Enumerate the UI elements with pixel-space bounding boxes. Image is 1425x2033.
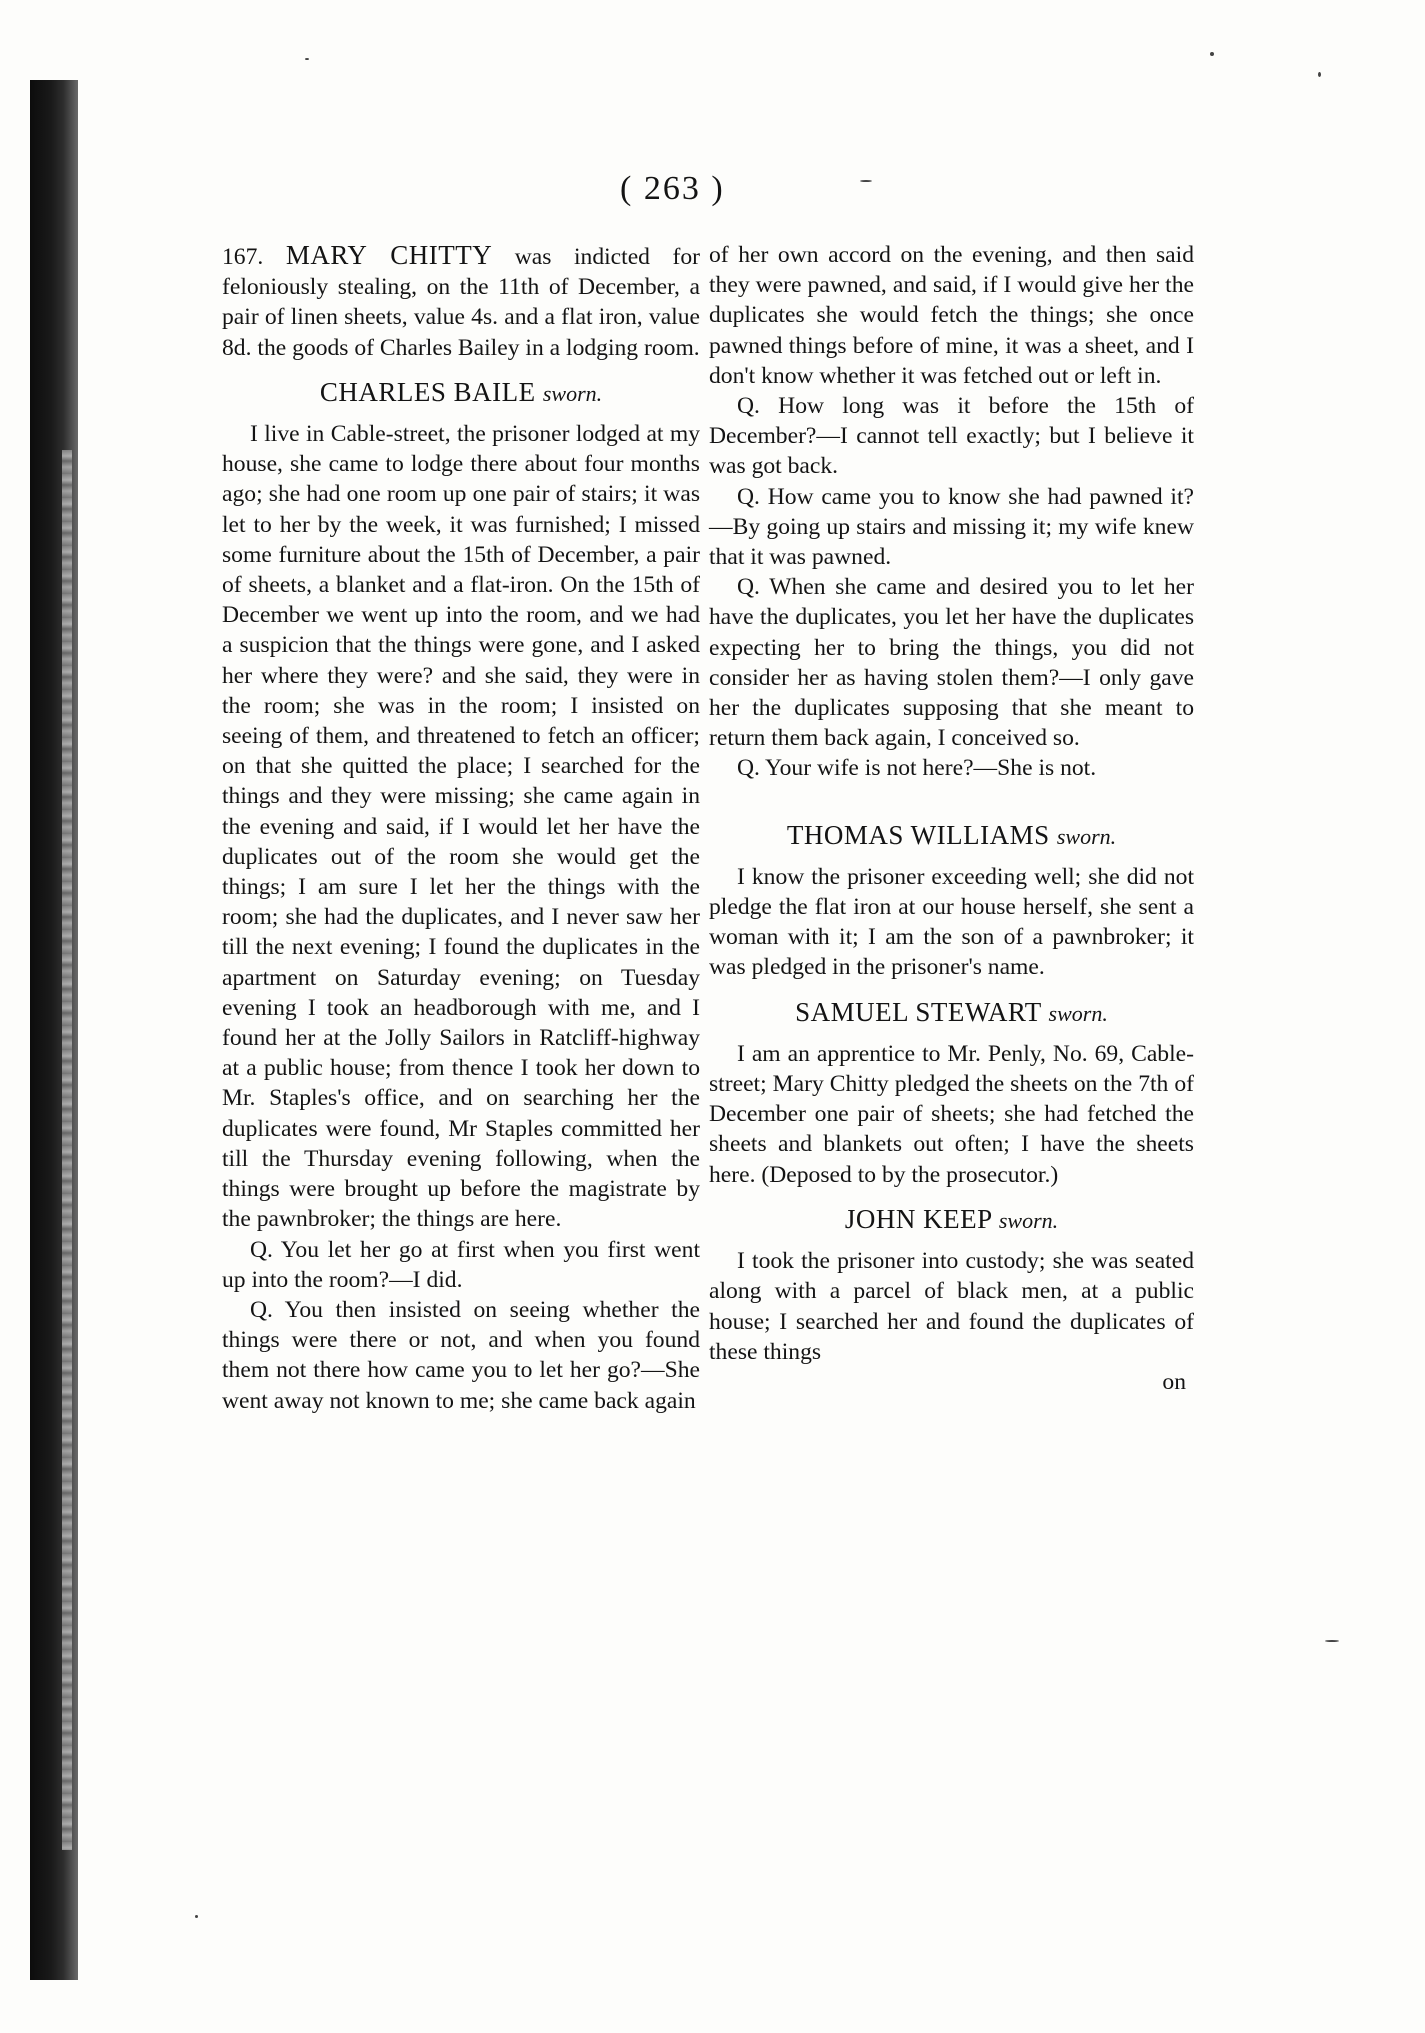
question-paragraph: Q. How came you to know she had pawned it?—By going up stairs and missing it; my wife knew that it was pawned. xyxy=(709,483,1194,571)
scan-speck xyxy=(1318,72,1321,77)
spine-edge-texture xyxy=(62,450,72,1850)
continuation-paragraph: of her own accord on the evening, and then said they were pawned, and said, if I would give her the duplicates she would fetch the things; she once pawned things before of mine, it was a sheet, and I don't know whether it was fetched out or left in. xyxy=(709,242,1194,389)
indictment-paragraph xyxy=(222,240,700,363)
question-paragraph: Q. How long was it before the 15th of December?—I cannot tell exactly; but I believe it was got back. xyxy=(709,393,1194,480)
witness-name: THOMAS WILLIAMS xyxy=(786,819,1050,850)
sworn-label: sworn. xyxy=(998,1207,1059,1233)
testimony-paragraph: I know the prisoner exceeding well; she did not pledge the flat iron at our house herself, she sent a woman with it; I am the son of a pawnbroker; it was pledged in the prisoner's name. xyxy=(709,863,1194,981)
witness-name: SAMUEL STEWART xyxy=(795,996,1042,1027)
indictment-text: was indicted for feloniously stealing, on the 11th of December, a pair of linen sheets, value 4s. and a flat iron, value 8d. the goods of Charles Bailey in a lodging room. xyxy=(222,244,700,361)
catchword: on xyxy=(1162,1368,1186,1395)
witness-heading-john-keep xyxy=(709,1204,1194,1236)
scan-speck xyxy=(860,180,872,182)
scan-speck xyxy=(1325,1640,1339,1642)
scan-speck xyxy=(195,1915,198,1918)
testimony-paragraph: I took the prisoner into custody; she was seated along with a parcel of black men, at a public house; I searched her and found the duplicates of these things xyxy=(709,1248,1194,1365)
witness-heading-thomas-williams xyxy=(709,820,1194,852)
testimony-paragraph: I am an apprentice to Mr. Penly, No. 69, Cable-street; Mary Chitty pledged the sheets on the 7th of December one pair of sheets; she had fetched the sheets and blankets out often; I have the sheets here. (Deposed to by the prosecutor.) xyxy=(709,1040,1194,1188)
right-column xyxy=(709,240,1194,1397)
question-paragraph: Q. Your wife is not here?—She is not. xyxy=(737,755,1097,782)
sworn-label: sworn. xyxy=(1056,823,1117,849)
witness-name: JOHN KEEP xyxy=(844,1203,992,1234)
case-number: 167. xyxy=(222,244,264,270)
question-paragraph: Q. You let her go at first when you first went up into the room?—I did. xyxy=(222,1236,700,1293)
left-column xyxy=(222,240,700,1416)
witness-heading-samuel-stewart xyxy=(709,997,1194,1029)
page-number: ( 263 ) xyxy=(620,170,725,207)
question-paragraph: Q. When she came and desired you to let her have the duplicates, you let her have the duplicates expecting her to bring the things, you did not consider her as having stolen them?—I only gave her the duplicates supposing that she meant to return them back again, I conceived so. xyxy=(709,574,1194,752)
witness-name: CHARLES BAILE xyxy=(319,376,536,407)
witness-heading-charles-baile xyxy=(222,377,700,409)
testimony-paragraph: I live in Cable-street, the prisoner lodged at my house, she came to lodge there about four months ago; she had one room up one pair of stairs; it was let to her by the week, it was furnished; I missed some furniture about the 15th of December, a pair of sheets, a blanket and a flat-iron. On the 15th of December we went up into the room, and we had a suspicion that the things were gone, and I asked her where they were? and she said, they were in the room; she was in the room; I insisted on seeing of them, and threatened to fetch an officer; on that she quitted the place; I searched for the things and they were missing; she came again in the evening and said, if I would let her have the duplicates out of the room she would get the things; I am sure I let her the things with the room; she had the duplicates, and I never saw her till the next evening; I found the duplicates in the apartment on Saturday evening; on Tuesday evening I took an headborough with me, and I found her at the Jolly Sailors in Ratcliff-highway at a public house; from thence I took her down to Mr. Staples's office, and on searching her the duplicates were found, Mr Staples committed her till the Thursday evening following, when the things were brought up before the magistrate by the pawnbroker; the things are here. xyxy=(222,421,700,1233)
sworn-label: sworn. xyxy=(542,380,603,406)
question-paragraph: Q. You then insisted on seeing whether the things were there or not, and when you found them not there how came you to let her go?—She went away not known to me; she came back again xyxy=(222,1296,700,1414)
defendant-name: MARY CHITTY xyxy=(285,240,493,270)
scan-speck xyxy=(1210,52,1214,56)
section-gap xyxy=(709,784,1194,806)
sworn-label: sworn. xyxy=(1048,1000,1108,1026)
scan-speck xyxy=(305,58,309,60)
